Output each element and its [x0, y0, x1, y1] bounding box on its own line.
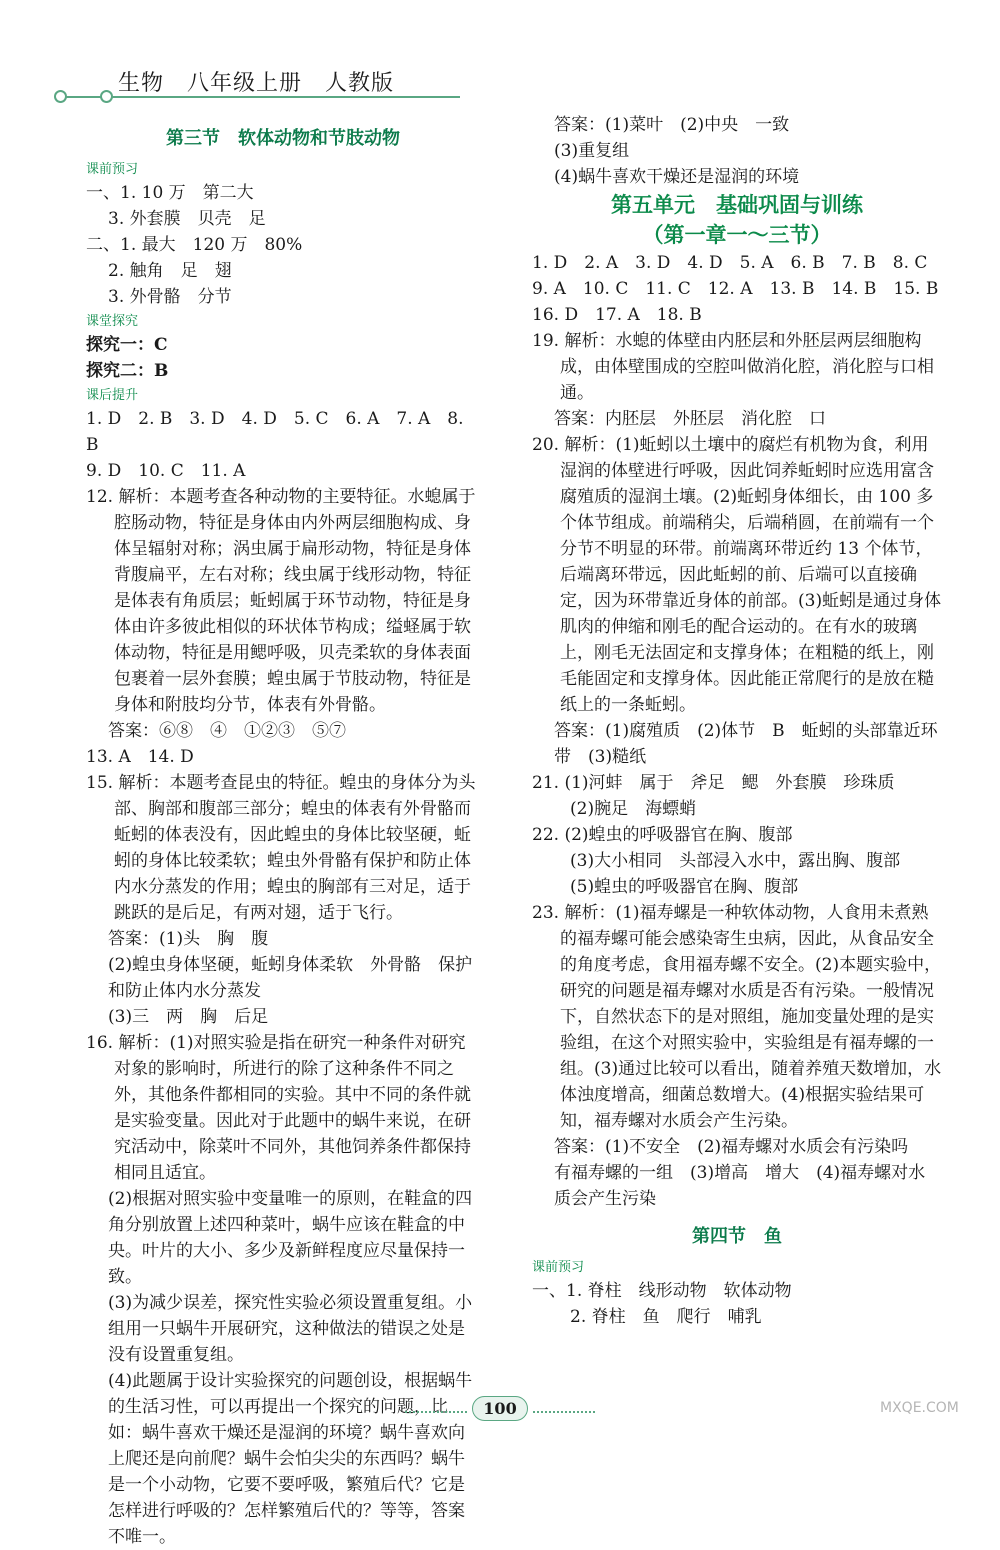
answer-line: (3)重复组 — [554, 141, 630, 161]
answer-row: 13. A 14. D — [86, 747, 194, 767]
answer-line: (4)蜗牛喜欢干燥还是湿润的环境 — [554, 167, 800, 187]
tag-preview: 课前预习 — [532, 1260, 585, 1275]
question-21-part: (2)腕足 海螵蛸 — [570, 799, 697, 819]
header-rule — [60, 96, 460, 98]
footer-dots-left — [405, 1411, 467, 1413]
preview-line: 一、1. 10 万 第二大 — [86, 183, 254, 203]
question-20: 20. 解析：(1)蚯蚓以土壤中的腐烂有机物为食，利用湿润的体壁进行呼吸，因此饲养蚯蚓时应选用富含腐殖质的湿润土壤。(2)蚯蚓身体细长，由 100 多个体节组成。前端稍尖，后端稍圆，在前端有一个分节不明显的环带。前端离环带近约 13 个体节，后端离环带远，因此蚯蚓的前、后端可以直接确定，因为环带靠近身体的前部。(3)蚯蚓是通过身体肌肉的伸缩和刚毛的配合运动的。在有水的玻璃上，刚毛无法固定和支撑身体；在粗糙的纸上，刚毛能固定和支撑身体。因此能正常爬行的是放在糙纸上的一条蚯蚓。 — [532, 435, 942, 715]
question-15-answer: (2)蝗虫身体坚硬，蚯蚓身体柔软 外骨骼 保护和防止体内水分蒸发 — [108, 955, 473, 1001]
header-title: 生物 八年级上册 人教版 — [118, 71, 395, 96]
tag-class: 课堂探究 — [86, 314, 139, 329]
question-15-answer: (3)三 两 胸 后足 — [108, 1007, 269, 1027]
section-title: 第四节 鱼 — [692, 1226, 782, 1247]
header-ornament-icon — [54, 90, 67, 103]
section-title: 第三节 软体动物和节肢动物 — [166, 128, 400, 149]
question-16: 16. 解析：(1)对照实验是指在研究一种条件对研究对象的影响时，所进行的除了这种条件不同之外，其他条件都相同的实验。其中不同的条件就是实验变量。因此对于此题中的蜗牛来说，在研究活动中，除菜叶不同外，其他饲养条件都保持相同且适宜。 — [86, 1033, 471, 1183]
answer-row: 1. D 2. A 3. D 4. D 5. A 6. B 7. B 8. C — [532, 253, 928, 273]
preview-line: 一、1. 脊柱 线形动物 软体动物 — [532, 1281, 792, 1301]
question-22-part: (5)蝗虫的呼吸器官在胸、腹部 — [570, 877, 799, 897]
tag-after: 课后提升 — [86, 388, 139, 403]
question-23-answer: 答案：(1)不安全 (2)福寿螺对水质会有污染吗 有福寿螺的一组 (3)增高 增大 (4)福寿螺对水质会产生污染 — [554, 1137, 926, 1209]
question-22: 22. (2)蝗虫的呼吸器官在胸、腹部 — [532, 825, 793, 845]
unit-subtitle: （第一章一～三节） — [642, 222, 832, 247]
preview-line: 3. 外骨骼 分节 — [108, 287, 232, 307]
answer-line: 答案：(1)菜叶 (2)中央 一致 — [554, 115, 790, 135]
answer-row: 16. D 17. A 18. B — [532, 305, 702, 325]
question-15-answer: 答案：(1)头 胸 腹 — [108, 929, 269, 949]
question-16-part: (3)为减少误差，探究性实验必须设置重复组。小组用一只蜗牛开展研究，这种做法的错误之处是没有设置重复组。 — [108, 1293, 473, 1365]
question-12-answer: 答案：⑥⑧ ④ ①②③ ⑤⑦ — [108, 721, 346, 741]
footer-dots-right — [533, 1411, 595, 1413]
preview-line: 2. 脊柱 鱼 爬行 哺乳 — [570, 1307, 762, 1327]
question-19: 19. 解析：水螅的体壁由内胚层和外胚层两层细胞构成，由体壁围成的空腔叫做消化腔，消化腔与口相通。 — [532, 331, 934, 403]
answer-row: 1. D 2. B 3. D 4. D 5. C 6. A 7. A 8. B — [86, 409, 464, 455]
header-ornament-icon — [100, 90, 113, 103]
preview-line: 3. 外套膜 贝壳 足 — [108, 209, 266, 229]
question-19-answer: 答案：内胚层 外胚层 消化腔 口 — [554, 409, 826, 429]
question-21: 21. (1)河蚌 属于 斧足 鳃 外套膜 珍珠质 — [532, 773, 895, 793]
question-16-part: (2)根据对照实验中变量唯一的原则，在鞋盒的四角分别放置上述四种菜叶，蜗牛应该在鞋盒的中央。叶片的大小、多少及新鲜程度应尽量保持一致。 — [108, 1189, 473, 1287]
question-20-answer: 答案：(1)腐殖质 (2)体节 B 蚯蚓的头部靠近环带 (3)糙纸 — [554, 721, 938, 767]
question-16-part: (4)此题属于设计实验探究的问题创设，根据蜗牛的生活习性，可以再提出一个探究的问题，比如：蜗牛喜欢干燥还是湿润的环境？蜗牛喜欢向上爬还是向前爬？蜗牛会怕尖尖的东西吗？蜗牛是一个小动物，它要不要呼吸，繁殖后代？它是怎样进行呼吸的？怎样繁殖后代的？等等，答案不唯一。 — [108, 1371, 473, 1547]
explore-answer: 探究一：C — [86, 335, 168, 355]
answer-row: 9. A 10. C 11. C 12. A 13. B 14. B 15. B — [532, 279, 939, 299]
unit-title: 第五单元 基础巩固与训练 — [611, 192, 863, 217]
left-column — [86, 122, 480, 1550]
question-12: 12. 解析：本题考查各种动物的主要特征。水螅属于腔肠动物，特征是身体由内外两层细胞构成、身体呈辐射对称；涡虫属于扁形动物，特征是身体背腹扁平，左右对称；线虫属于线形动物，特征是体表有角质层；蚯蚓属于环节动物，特征是身体由许多彼此相似的环状体节构成；缢蛏属于软体动物，特征是用鳃呼吸，贝壳柔软的身体表面包裹着一层外套膜；蝗虫属于节肢动物，特征是身体和附肢均分节，体表有外骨骼。 — [86, 487, 476, 715]
question-15: 15. 解析：本题考查昆虫的特征。蝗虫的身体分为头部、胸部和腹部三部分；蝗虫的体表有外骨骼而蚯蚓的体表没有，因此蝗虫的身体比较坚硬，蚯蚓的身体比较柔软；蝗虫外骨骼有保护和防止体内水分蒸发的作用；蝗虫的胸部有三对足，适于跳跃的是后足，有两对翅，适于飞行。 — [86, 773, 476, 923]
right-column — [532, 112, 942, 1330]
page-number: 100 — [470, 1396, 530, 1426]
question-23: 23. 解析：(1)福寿螺是一种软体动物，人食用未煮熟的福寿螺可能会感染寄生虫病，因此，从食品安全的角度考虑，食用福寿螺不安全。(2)本题实验中，研究的问题是福寿螺对水质是否有污染。一般情况下，自然状态下的是对照组，施加变量处理的是实验组，在这个对照实验中，实验组是有福寿螺的一组。(3)通过比较可以看出，随着养殖天数增加，水体浊度增高，细菌总数增大。(4)根据实验结果可知，福寿螺对水质会产生污染。 — [532, 903, 942, 1131]
explore-answer: 探究二：B — [86, 361, 169, 381]
preview-line: 二、1. 最大 120 万 80% — [86, 235, 303, 255]
preview-line: 2. 触角 足 翅 — [108, 261, 232, 281]
question-22-part: (3)大小相同 头部浸入水中，露出胸、腹部 — [570, 851, 901, 871]
watermark-logo: MXQE.COM — [880, 1400, 959, 1416]
answer-row: 9. D 10. C 11. A — [86, 461, 246, 481]
tag-preview: 课前预习 — [86, 162, 139, 177]
